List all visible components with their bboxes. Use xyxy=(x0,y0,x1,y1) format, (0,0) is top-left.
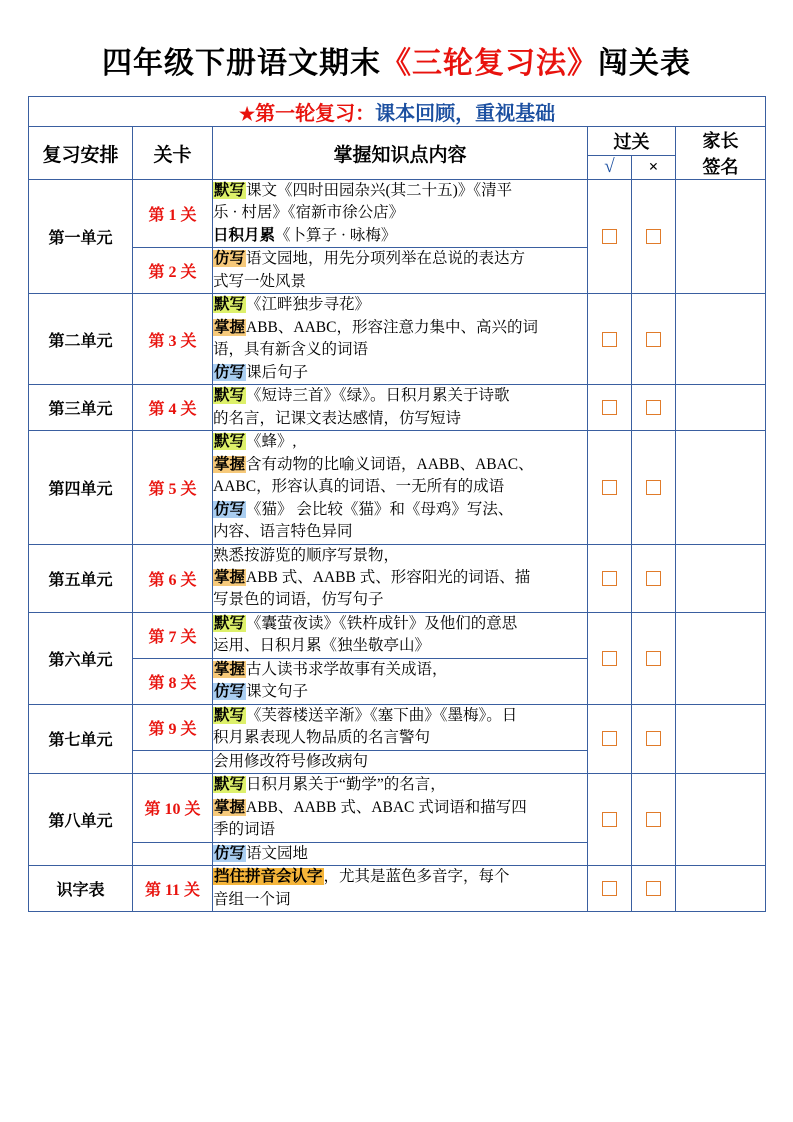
header-parent-line2: 签名 xyxy=(702,157,739,177)
unit-cell: 第四单元 xyxy=(29,431,133,544)
checkbox[interactable] xyxy=(646,332,661,347)
checkbox[interactable] xyxy=(602,400,617,415)
table-row xyxy=(29,294,766,385)
pass-no-checkbox-cell[interactable] xyxy=(632,180,676,294)
plain-text: 语，具有新含义的词语 xyxy=(213,341,369,359)
gate-cell: 第 7 关 xyxy=(133,612,213,658)
checkbox[interactable] xyxy=(646,480,661,495)
gate-cell: 第 8 关 xyxy=(133,658,213,704)
plain-text: ABB 式、AABB 式、形容阳光的词语、描 xyxy=(246,568,531,586)
pass-no-checkbox-cell[interactable] xyxy=(632,431,676,544)
plain-text: 式写一处风景 xyxy=(213,272,307,290)
highlighted-text: 掌握 xyxy=(214,318,246,336)
parent-signature-cell[interactable] xyxy=(676,385,766,431)
plain-text: 会用修改符号修改病句 xyxy=(213,752,369,770)
checkbox[interactable] xyxy=(646,881,661,896)
pass-yes-checkbox-cell[interactable] xyxy=(588,294,632,385)
checkbox[interactable] xyxy=(646,731,661,746)
content-line xyxy=(213,635,587,657)
pass-no-checkbox-cell[interactable] xyxy=(632,385,676,431)
pass-no-checkbox-cell[interactable] xyxy=(632,704,676,773)
plain-text: 语文园地 xyxy=(246,844,309,862)
plain-text: 含有动物的比喻义词语，AABB、ABAC、 xyxy=(246,455,534,473)
checkbox[interactable] xyxy=(602,229,617,244)
checkbox[interactable] xyxy=(602,480,617,495)
plain-text: 《囊萤夜读》《铁杵成针》及他们的意思 xyxy=(246,614,518,632)
plain-text: 内容、语言特色异同 xyxy=(213,523,353,541)
content-line xyxy=(213,408,587,430)
content-cell xyxy=(213,658,588,704)
pass-yes-checkbox-cell[interactable] xyxy=(588,385,632,431)
plain-text: 运用、日积月累《独坐敬亭山》 xyxy=(213,637,431,655)
plain-text: 课文句子 xyxy=(246,683,309,701)
checkbox[interactable] xyxy=(602,651,617,666)
parent-signature-cell[interactable] xyxy=(676,866,766,912)
content-line xyxy=(213,889,587,911)
plain-text: 的名言，记课文表达感情，仿写短诗 xyxy=(213,409,462,427)
pass-no-checkbox-cell[interactable] xyxy=(632,612,676,704)
content-line xyxy=(213,797,587,819)
content-line xyxy=(213,476,587,498)
content-line xyxy=(213,431,587,453)
plain-text: 课文《四时田园杂兴(其二十五)》《清平 xyxy=(246,182,513,199)
content-line xyxy=(213,248,587,270)
banner-label-red: 第一轮复习： xyxy=(255,103,376,125)
content-cell xyxy=(213,866,588,912)
unit-cell: 第七单元 xyxy=(29,704,133,773)
header-pass-yes: √ xyxy=(588,155,632,179)
content-line xyxy=(213,499,587,521)
checkbox[interactable] xyxy=(646,571,661,586)
content-line xyxy=(213,225,587,247)
gate-cell: 第 3 关 xyxy=(133,294,213,385)
checkbox[interactable] xyxy=(602,571,617,586)
pass-yes-checkbox-cell[interactable] xyxy=(588,180,632,294)
header-content: 掌握知识点内容 xyxy=(213,127,588,180)
content-cell xyxy=(213,385,588,431)
plain-text: 写景色的词语，仿写句子 xyxy=(213,591,384,609)
plain-text: 音组一个词 xyxy=(213,890,291,908)
content-line xyxy=(213,362,587,384)
pass-no-checkbox-cell[interactable] xyxy=(632,544,676,612)
unit-cell: 第五单元 xyxy=(29,544,133,612)
content-line xyxy=(213,613,587,635)
parent-signature-cell[interactable] xyxy=(676,704,766,773)
gate-cell: 第 4 关 xyxy=(133,385,213,431)
content-cell xyxy=(213,294,588,385)
gate-cell: 第 1 关 xyxy=(133,180,213,248)
unit-cell: 第三单元 xyxy=(29,385,133,431)
title-highlight: 《三轮复习法》 xyxy=(381,47,598,80)
plain-text: 熟悉按游览的顺序写景物， xyxy=(213,546,400,564)
parent-signature-cell[interactable] xyxy=(676,431,766,544)
pass-yes-checkbox-cell[interactable] xyxy=(588,431,632,544)
parent-signature-cell[interactable] xyxy=(676,180,766,294)
checkbox[interactable] xyxy=(602,881,617,896)
plain-text: ABB、AABC，形容注意力集中、高兴的词 xyxy=(246,318,538,336)
content-line xyxy=(213,843,587,865)
content-line xyxy=(213,705,587,727)
table-row xyxy=(29,612,766,658)
content-line xyxy=(213,317,587,339)
content-cell xyxy=(213,180,588,248)
content-line xyxy=(213,180,587,202)
plain-text: AABC，形容认真的词语、一无所有的成语 xyxy=(213,478,505,496)
highlighted-text: 掌握 xyxy=(214,568,246,586)
plain-text: ABB、AABB 式、ABAC 式词语和描写四 xyxy=(246,798,527,816)
highlighted-text: 仿写 xyxy=(214,683,246,701)
checkbox[interactable] xyxy=(602,332,617,347)
content-line xyxy=(213,681,587,703)
table-row xyxy=(29,774,766,842)
content-cell xyxy=(213,774,588,842)
table-row xyxy=(29,704,766,750)
plain-text: 《卜算子 · 咏梅》 xyxy=(275,226,397,244)
banner-row xyxy=(29,97,766,127)
content-line xyxy=(213,659,587,681)
header-parent-line1: 家长 xyxy=(702,131,739,151)
highlighted-text: 掌握 xyxy=(214,660,246,678)
checkbox[interactable] xyxy=(602,812,617,827)
header-pass: 过关 xyxy=(588,127,676,156)
content-cell xyxy=(213,612,588,658)
highlighted-text: 仿写 xyxy=(214,844,246,862)
highlighted-text: 挡住拼音会认字 xyxy=(214,868,323,886)
gate-cell: 第 5 关 xyxy=(133,431,213,544)
header-row xyxy=(29,127,766,156)
content-line xyxy=(213,866,587,888)
content-line xyxy=(213,589,587,611)
highlighted-text: 默写 xyxy=(214,614,246,632)
unit-cell: 识字表 xyxy=(29,866,133,912)
checkbox[interactable] xyxy=(646,400,661,415)
highlighted-text: 仿写 xyxy=(214,250,246,268)
content-line xyxy=(213,751,587,773)
plain-text: 《蜂》, xyxy=(246,433,297,451)
content-cell xyxy=(213,544,588,612)
parent-signature-cell[interactable] xyxy=(676,612,766,704)
table-row xyxy=(29,431,766,544)
pass-yes-checkbox-cell[interactable] xyxy=(588,774,632,866)
plain-text: 《江畔独步寻花》 xyxy=(246,296,371,314)
header-gate: 关卡 xyxy=(133,127,213,180)
highlighted-text: 默写 xyxy=(214,776,246,794)
content-line xyxy=(213,294,587,316)
content-line xyxy=(213,454,587,476)
pass-yes-checkbox-cell[interactable] xyxy=(588,704,632,773)
plain-text: 积月累表现人物品质的名言警句 xyxy=(213,729,431,747)
content-cell xyxy=(213,248,588,294)
unit-cell: 第八单元 xyxy=(29,774,133,866)
content-line xyxy=(213,521,587,543)
content-line xyxy=(213,567,587,589)
star-icon: ★ xyxy=(238,104,256,124)
parent-signature-cell[interactable] xyxy=(676,774,766,866)
round-banner xyxy=(29,97,766,127)
content-line xyxy=(213,202,587,224)
checklist-table xyxy=(28,96,766,912)
plain-text: 语文园地，用先分项列举在总说的表达方 xyxy=(246,250,526,268)
checkbox[interactable] xyxy=(646,812,661,827)
gate-cell: 第 11 关 xyxy=(133,866,213,912)
pass-no-checkbox-cell[interactable] xyxy=(632,294,676,385)
header-parent-signature xyxy=(676,127,766,180)
parent-signature-cell[interactable] xyxy=(676,294,766,385)
content-line xyxy=(213,339,587,361)
content-line xyxy=(213,819,587,841)
highlighted-text: 默写 xyxy=(214,182,246,199)
title-part1: 四年级下册语文期末 xyxy=(102,47,381,80)
pass-yes-checkbox-cell[interactable] xyxy=(588,544,632,612)
header-plan: 复习安排 xyxy=(29,127,133,180)
plain-text: 课后句子 xyxy=(246,363,309,381)
highlighted-text: 默写 xyxy=(214,433,246,451)
pass-no-checkbox-cell[interactable] xyxy=(632,774,676,866)
checkbox[interactable] xyxy=(646,229,661,244)
table-row xyxy=(29,180,766,248)
highlighted-text: 默写 xyxy=(214,296,246,314)
content-line xyxy=(213,774,587,796)
gate-cell: 第 10 关 xyxy=(133,774,213,842)
plain-text: 《芙蓉楼送辛渐》《塞下曲》《墨梅》。日 xyxy=(246,706,518,724)
pass-yes-checkbox-cell[interactable] xyxy=(588,866,632,912)
table-row xyxy=(29,544,766,612)
content-line xyxy=(213,271,587,293)
gate-cell: 第 2 关 xyxy=(133,248,213,294)
unit-cell: 第二单元 xyxy=(29,294,133,385)
content-cell xyxy=(213,842,588,865)
content-cell xyxy=(213,750,588,773)
plain-text: 日积月累关于“勤学”的名言， xyxy=(246,776,446,794)
content-line xyxy=(213,545,587,567)
plain-text: ，尤其是蓝色多音字，每个 xyxy=(323,868,510,886)
content-line xyxy=(213,385,587,407)
content-cell xyxy=(213,704,588,750)
table-row xyxy=(29,866,766,912)
gate-cell xyxy=(133,750,213,773)
header-pass-no: × xyxy=(632,155,676,179)
title-part2: 闯关表 xyxy=(598,47,691,80)
banner-label-blue: 课本回顾，重视基础 xyxy=(375,103,556,125)
table-row xyxy=(29,385,766,431)
content-line xyxy=(213,727,587,749)
highlighted-text: 默写 xyxy=(214,706,246,724)
gate-cell: 第 9 关 xyxy=(133,704,213,750)
parent-signature-cell[interactable] xyxy=(676,544,766,612)
gate-cell xyxy=(133,842,213,865)
pass-no-checkbox-cell[interactable] xyxy=(632,866,676,912)
gate-cell: 第 6 关 xyxy=(133,544,213,612)
plain-text: 季的词语 xyxy=(213,821,276,839)
pass-yes-checkbox-cell[interactable] xyxy=(588,612,632,704)
highlighted-text: 日积月累 xyxy=(213,226,276,244)
plain-text: 乐 · 村居》《宿新市徐公店》 xyxy=(213,204,405,222)
highlighted-text: 仿写 xyxy=(214,363,246,381)
plain-text: 古人读书求学故事有关成语， xyxy=(246,660,448,678)
highlighted-text: 掌握 xyxy=(214,798,246,816)
page-title xyxy=(28,38,765,82)
unit-cell: 第六单元 xyxy=(29,612,133,704)
plain-text: 《短诗三首》《绿》。日积月累关于诗歌 xyxy=(246,387,510,405)
unit-cell: 第一单元 xyxy=(29,180,133,294)
highlighted-text: 仿写 xyxy=(214,500,246,518)
content-cell xyxy=(213,431,588,544)
plain-text: 《猫》 会比较《猫》和《母鸡》写法、 xyxy=(246,500,514,518)
checkbox[interactable] xyxy=(646,651,661,666)
highlighted-text: 掌握 xyxy=(214,455,246,473)
highlighted-text: 默写 xyxy=(214,387,246,405)
checkbox[interactable] xyxy=(602,731,617,746)
